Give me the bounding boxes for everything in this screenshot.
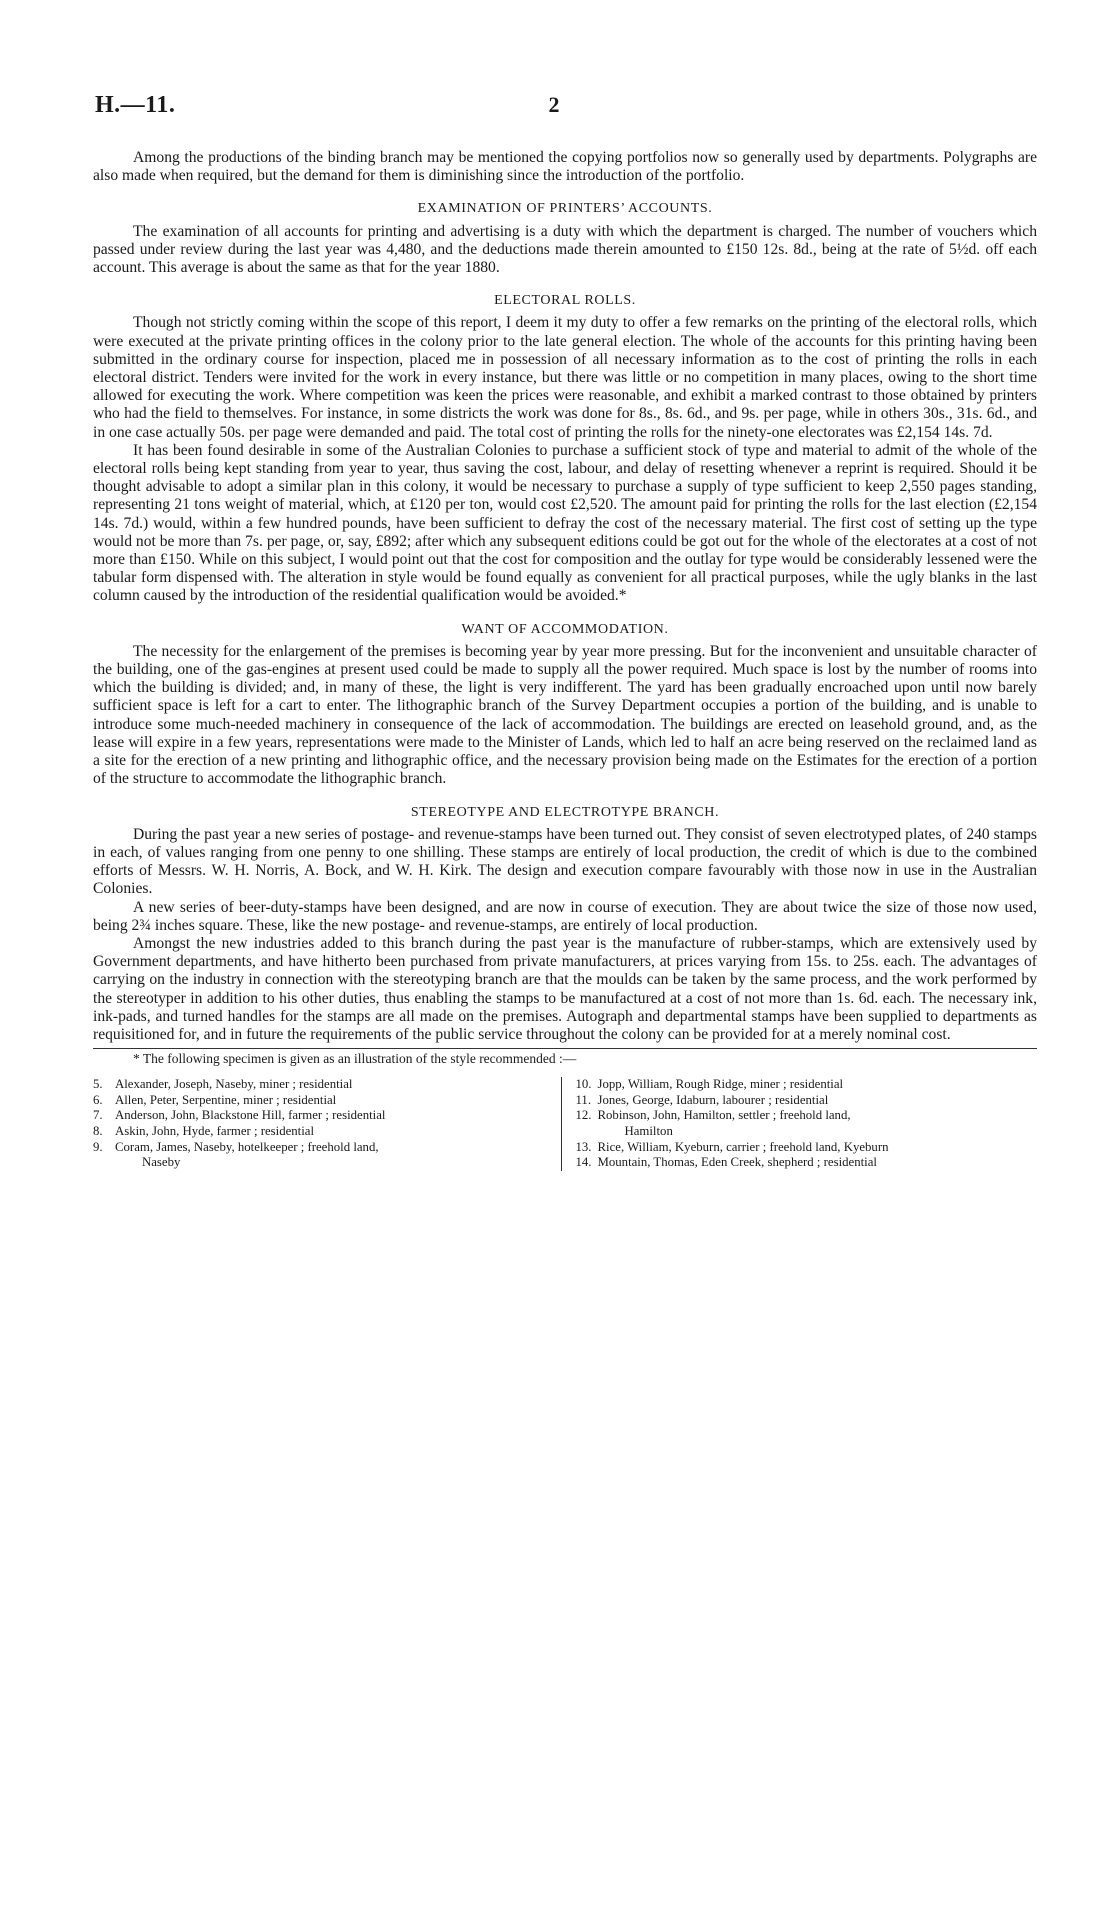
list-item: 11. Jones, George, Idaburn, labourer ; residential bbox=[575, 1092, 829, 1107]
list-item: 14. Mountain, Thomas, Eden Creek, shepherd ; residential bbox=[575, 1155, 877, 1170]
page-header bbox=[95, 92, 1030, 122]
list-item: 5. Alexander, Joseph, Naseby, miner ; residential bbox=[93, 1077, 353, 1092]
section-heading-accommodation: WANT OF ACCOMMODATION. bbox=[461, 621, 669, 637]
footnote-left-column bbox=[93, 1077, 553, 1171]
footnote-right-column bbox=[561, 1077, 1038, 1171]
paragraph: The necessity for the enlargement of the premises is becoming year by year more pressing. But for the inconvenient and unsuitable character of the building, one of the gas-engines at present used could be made to supply all the power required. Much space is lost by the number of rooms into which the building is divided; and, in many of these, the light is very indifferent. The yard has been gradually encroached upon until now barely sufficient space is left for a cart to enter. The lithographic branch of the Survey Department occupies a portion of the building, and is unable to introduce some much-needed machinery in consequence of the lack of accommodation. The buildings are erected on leasehold ground, and, as the lease will expire in a few years, representations were made to the Minister of Lands, which led to half an acre being reserved on the reclaimed land as a site for the erection of a new printing and lithographic office, and the necessary provision being made on the Estimates for the erection of a portion of the structure to accommodate the lithographic branch. bbox=[93, 642, 1037, 788]
intro-paragraph: Among the productions of the binding branch may be mentioned the copying portfolios now so generally used by departments. Polygraphs are also made when required, but the demand for them is diminishing since the introduction of the portfolio. bbox=[93, 149, 1037, 185]
section-heading-printers-accounts: EXAMINATION OF PRINTERS’ ACCOUNTS. bbox=[417, 201, 713, 217]
document-code: H.—11. bbox=[95, 92, 176, 118]
footnote-specimen bbox=[93, 1077, 1037, 1171]
list-item: 13. Rice, William, Kyeburn, carrier ; freehold land, Kyeburn bbox=[575, 1139, 889, 1154]
document-body bbox=[93, 149, 1037, 1171]
section-heading-stereotype: STEREOTYPE AND ELECTROTYPE BRANCH. bbox=[410, 804, 720, 820]
list-item: 9. Coram, James, Naseby, hotelkeeper ; freehold land, Naseby bbox=[93, 1139, 379, 1170]
list-item: 12. Robinson, John, Hamilton, settler ; freehold land, Hamilton bbox=[575, 1108, 851, 1138]
list-item: 10. Jopp, William, Rough Ridge, miner ; residential bbox=[575, 1077, 844, 1092]
paragraph: Amongst the new industries added to this branch during the past year is the manufacture of rubber-stamps, which are extensively used by Government departments, and have hitherto been purchased from private manufacturers, at prices varying from 15s. to 25s. each. The advantages of carrying on the industry in connection with the stereotyping branch are that the moulds can be taken by the same process, and the work performed by the stereotyper in addition to his other duties, thus enabling the stamps to be manufactured at a cost of not more than 1s. 6d. each. The necessary ink, ink-pads, and turned handles for the stamps are all made on the premises. Autograph and departmental stamps have been supplied to departments as requisitioned for, and in future the requirements of the public service throughout the colony can be provided for at a merely nominal cost. bbox=[93, 934, 1037, 1043]
paragraph: During the past year a new series of postage- and revenue-stamps have been turned out. They consist of seven electrotyped plates, of 240 stamps in each, of values ranging from one penny to one shilling. These stamps are entirely of local production, the credit of which is due to the combined efforts of Messrs. W. H. Norris, A. Bock, and W. H. Kirk. The design and execution compare favourably with those now in use in the Australian Colonies. bbox=[93, 825, 1037, 898]
list-item: 6. Allen, Peter, Serpentine, miner ; residential bbox=[93, 1092, 337, 1107]
paragraph: It has been found desirable in some of the Australian Colonies to purchase a sufficient stock of type and material to admit of the whole of the electoral rolls being kept standing from year to year, thus saving the cost, labour, and delay of resetting whenever a reprint is required. Should it be thought advisable to adopt a similar plan in this colony, it would be necessary to purchase a supply of type sufficient to keep 2,550 pages standing, representing 21 tons weight of material, which, at £120 per ton, would cost £2,520. The amount paid for printing the rolls for the last election (£2,154 14s. 7d.) would, within a few hundred pounds, have been sufficient to defray the cost of the necessary material. The first cost of setting up the type would not be more than 7s. per page, or, say, £892; after which any subsequent editions could be got out for the whole of the electorates at a cost of not more than £150. While on this subject, I would point out that the cost for composition and the outlay for type would be considerably lessened were the tabular form dispensed with. The alteration in style would be found equally as convenient for all practical purposes, while the ugly blanks in the last column caused by the introduction of the residential qualification would be avoided.* bbox=[93, 441, 1037, 605]
paragraph: Though not strictly coming within the scope of this report, I deem it my duty to offer a few remarks on the printing of the electoral rolls, which were executed at the private printing offices in the colony prior to the late general election. The whole of the accounts for this printing having been submitted in the ordinary course for inspection, placed me in possession of all necessary information as to the cost of printing the rolls in each electoral district. Tenders were invited for the work in every instance, but there was little or no competition in many places, owing to the short time allowed for executing the work. Where competition was keen the prices were reasonable, and exhibit a marked contrast to those obtained by printers who had the field to themselves. For instance, in some districts the work was done for 8s., 8s. 6d., and 9s. per page, while in others 30s., 31s. 6d., and in one case actually 50s. per page were demanded and paid. The total cost of printing the rolls for the ninety-one electorates was £2,154 14s. 7d. bbox=[93, 314, 1037, 441]
page-number: 2 bbox=[548, 92, 560, 117]
paragraph: The examination of all accounts for printing and advertising is a duty with which the department is charged. The number of vouchers which passed under review during the last year was 4,480, and the deductions made therein amounted to £150 12s. 8d., being at the rate of 5½d. off each account. This average is about the same as that for the year 1880. bbox=[93, 222, 1037, 277]
footnote-divider bbox=[93, 1048, 1037, 1049]
paragraph: A new series of beer-duty-stamps have been designed, and are now in course of execution. They are about twice the size of those now used, being 2¾ inches square. These, like the new postage- and revenue-stamps, are entirely of local production. bbox=[93, 898, 1037, 934]
list-item: 8. Askin, John, Hyde, farmer ; residential bbox=[93, 1123, 315, 1138]
section-heading-electoral-rolls: ELECTORAL ROLLS. bbox=[494, 293, 636, 309]
list-item: 7. Anderson, John, Blackstone Hill, farmer ; residential bbox=[93, 1108, 386, 1123]
footnote-intro: * The following specimen is given as an illustration of the style recommended :— bbox=[133, 1051, 577, 1067]
